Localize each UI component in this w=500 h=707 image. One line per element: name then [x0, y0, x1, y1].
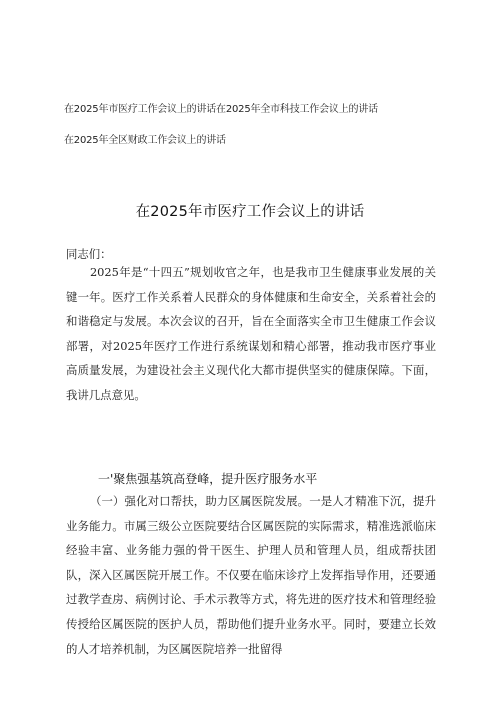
toc-line-2: 在2025年全区财政工作会议上的讲话	[64, 135, 226, 146]
document-title: 在2025年市医疗工作会议上的讲话	[135, 204, 365, 220]
toc-line-1: 在2025年市医疗工作会议上的讲话在2025年全市科技工作会议上的讲话	[64, 104, 378, 115]
section-heading-1: 一'聚焦强基筑高登峰，提升医疗服务水平	[98, 472, 318, 486]
paragraph-2: （一）强化对口帮扶，助力区属医院发展。一是人才精准下沉，提升业务能力。市属三级公立医院要结合区属医院的实际需求，精准选派临床经验丰富、业务能力强的骨干医生、护理人员和管理人员，组成帮扶团队，深入区属医院开展工作。不仅要在临床诊疗上发挥指导作用，还要通过教学查房、病例讨论、手术示教等方式，将先进的医疗技术和管理经验传授给区属医院的医护人员，帮助他们提升业务水平。同时，要建立长效的人才培养机制，为区属医院培养一批留得	[66, 494, 436, 656]
paragraph-1: 2025年是“十四五”规划收官之年，也是我市卫生健康事业发展的关键一年。医疗工作关系着人民群众的身体健康和生命安全，关系着社会的和谐稳定与发展。本次会议的召开，旨在全面落实全市卫生健康工作会议部署，对2025年医疗工作进行系统谋划和精心部署，推动我市医疗事业高质量发展，为建设社会主义现代化大都市提供坚实的健康保障。下面，我讲几点意见。	[66, 265, 436, 402]
greeting: 同志们：	[66, 247, 112, 261]
